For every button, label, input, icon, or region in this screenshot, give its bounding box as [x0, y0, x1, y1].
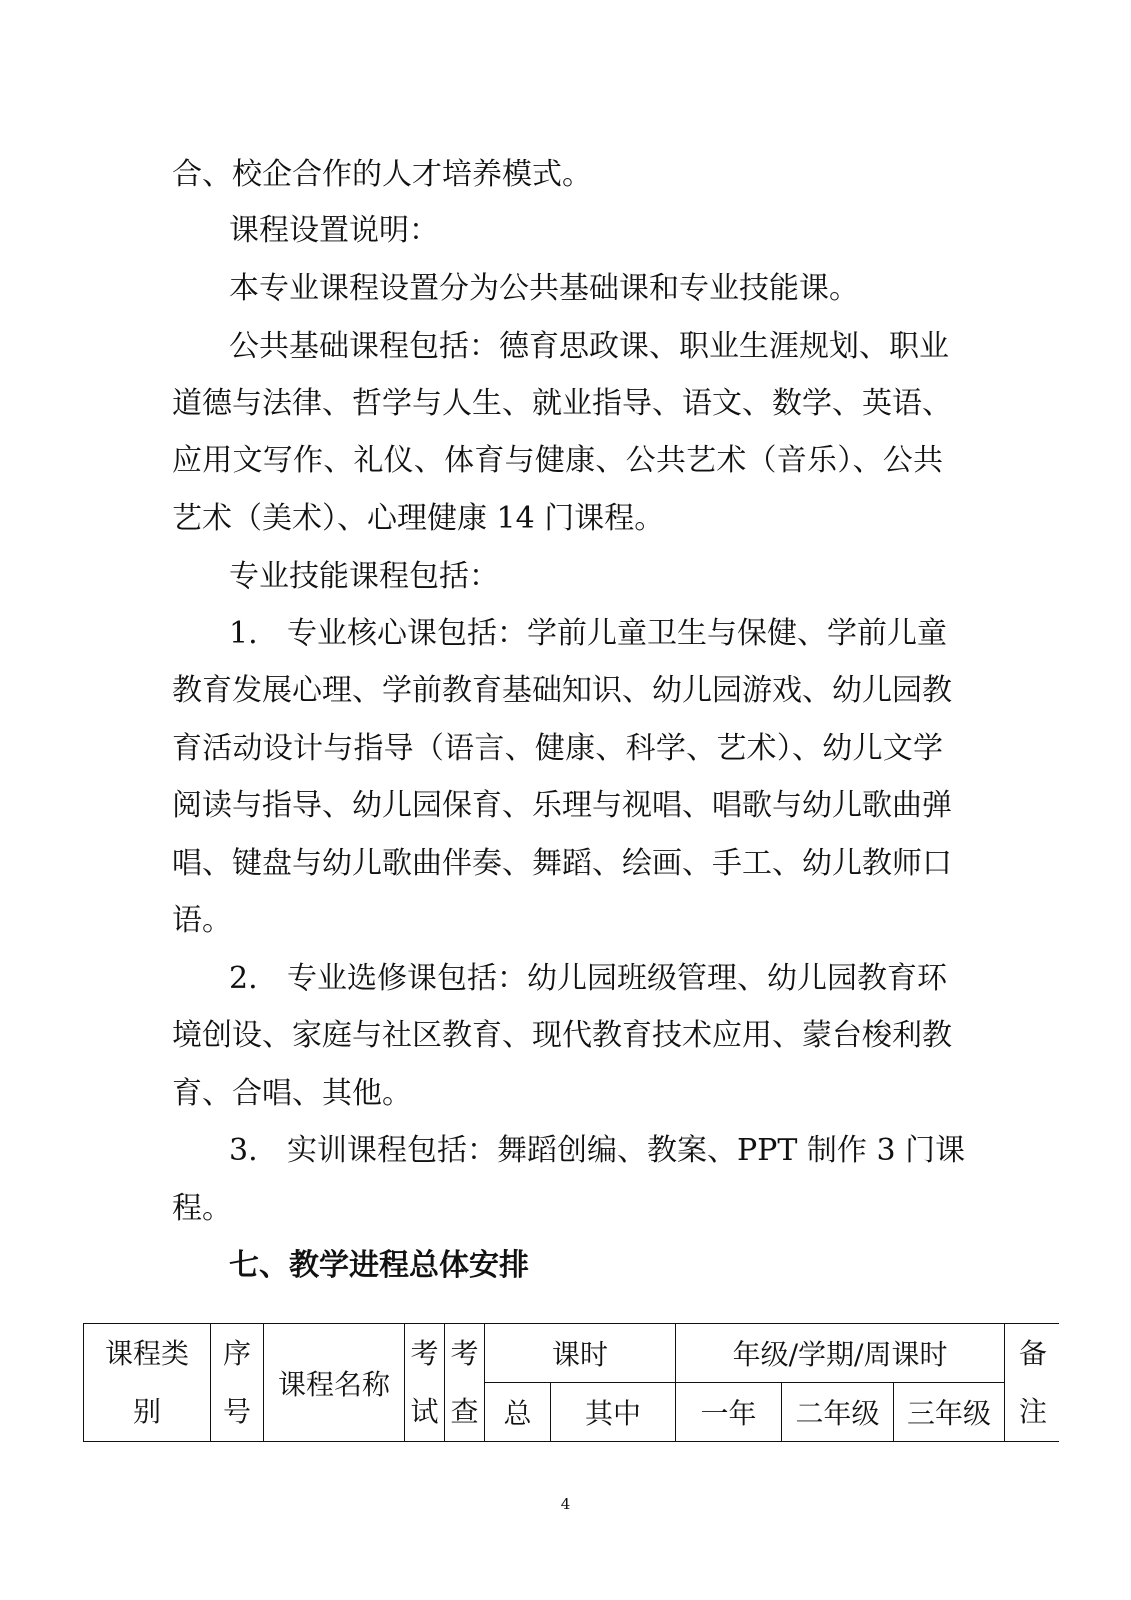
header-text: 注 — [1019, 1394, 1048, 1428]
list-text: 专业选修课包括：幼儿园班级管理、幼儿园教育环 — [287, 961, 947, 996]
list-item-1 — [229, 614, 947, 654]
page-number: 4 — [560, 1495, 571, 1513]
list-number: 1. — [229, 616, 258, 651]
header-hours: 课时 — [485, 1324, 676, 1383]
schedule-table — [83, 1323, 1059, 1442]
header-year-3: 三年级 — [894, 1383, 1005, 1442]
header-remarks — [1005, 1324, 1059, 1442]
header-assessment — [445, 1324, 485, 1442]
paragraph-line: 语。 — [172, 903, 232, 938]
header-text: 试 — [410, 1394, 439, 1428]
header-text: 序 — [222, 1336, 251, 1370]
paragraph-line: 育、合唱、其他。 — [172, 1076, 412, 1111]
header-exam — [405, 1324, 445, 1442]
header-course-category — [84, 1324, 211, 1442]
header-hours-of-which: 其中 — [551, 1383, 676, 1442]
header-year-2: 二年级 — [782, 1383, 894, 1442]
header-hours-total: 总 — [485, 1383, 551, 1442]
paragraph-line: 艺术（美术）、心理健康 14 门课程。 — [172, 501, 665, 536]
header-text: 考 — [450, 1336, 479, 1370]
header-grade-semester: 年级/学期/周课时 — [676, 1324, 1005, 1383]
list-item-3 — [229, 1131, 966, 1171]
header-text: 别 — [132, 1394, 161, 1428]
list-text: 实训课程包括：舞蹈创编、教案、PPT 制作 3 门课 — [287, 1133, 966, 1168]
header-text: 查 — [450, 1394, 479, 1428]
header-course-name: 课程名称 — [264, 1324, 405, 1442]
list-number: 2. — [229, 961, 258, 996]
header-text: 考 — [410, 1336, 439, 1370]
header-year-1: 一年 — [676, 1383, 782, 1442]
paragraph-line: 本专业课程设置分为公共基础课和专业技能课。 — [229, 271, 859, 306]
paragraph-line: 公共基础课程包括：德育思政课、职业生涯规划、职业 — [229, 329, 949, 364]
header-text: 备 — [1019, 1336, 1048, 1370]
header-text: 课程类 — [104, 1336, 189, 1370]
paragraph-line: 专业技能课程包括： — [229, 559, 499, 594]
section-heading: 七、教学进程总体安排 — [229, 1248, 529, 1283]
paragraph-line: 程。 — [172, 1191, 232, 1226]
list-item-2 — [229, 959, 947, 999]
header-serial-no — [211, 1324, 264, 1442]
paragraph-line: 道德与法律、哲学与人生、就业指导、语文、数学、英语、 — [172, 386, 952, 421]
list-text: 专业核心课包括：学前儿童卫生与保健、学前儿童 — [287, 616, 947, 651]
paragraph-line: 唱、键盘与幼儿歌曲伴奏、舞蹈、绘画、手工、幼儿教师口 — [172, 846, 952, 881]
paragraph-line: 应用文写作、礼仪、体育与健康、公共艺术（音乐）、公共 — [172, 443, 943, 478]
paragraph-line: 育活动设计与指导（语言、健康、科学、艺术）、幼儿文学 — [172, 731, 943, 766]
paragraph-line: 教育发展心理、学前教育基础知识、幼儿园游戏、幼儿园教 — [172, 673, 952, 708]
paragraph-line: 境创设、家庭与社区教育、现代教育技术应用、蒙台梭利教 — [172, 1018, 952, 1053]
list-number: 3. — [229, 1133, 258, 1168]
paragraph-line: 课程设置说明： — [229, 213, 439, 248]
paragraph-line: 合、校企合作的人才培养模式。 — [172, 157, 592, 192]
paragraph-line: 阅读与指导、幼儿园保育、乐理与视唱、唱歌与幼儿歌曲弹 — [172, 788, 952, 823]
header-text: 号 — [222, 1394, 251, 1428]
